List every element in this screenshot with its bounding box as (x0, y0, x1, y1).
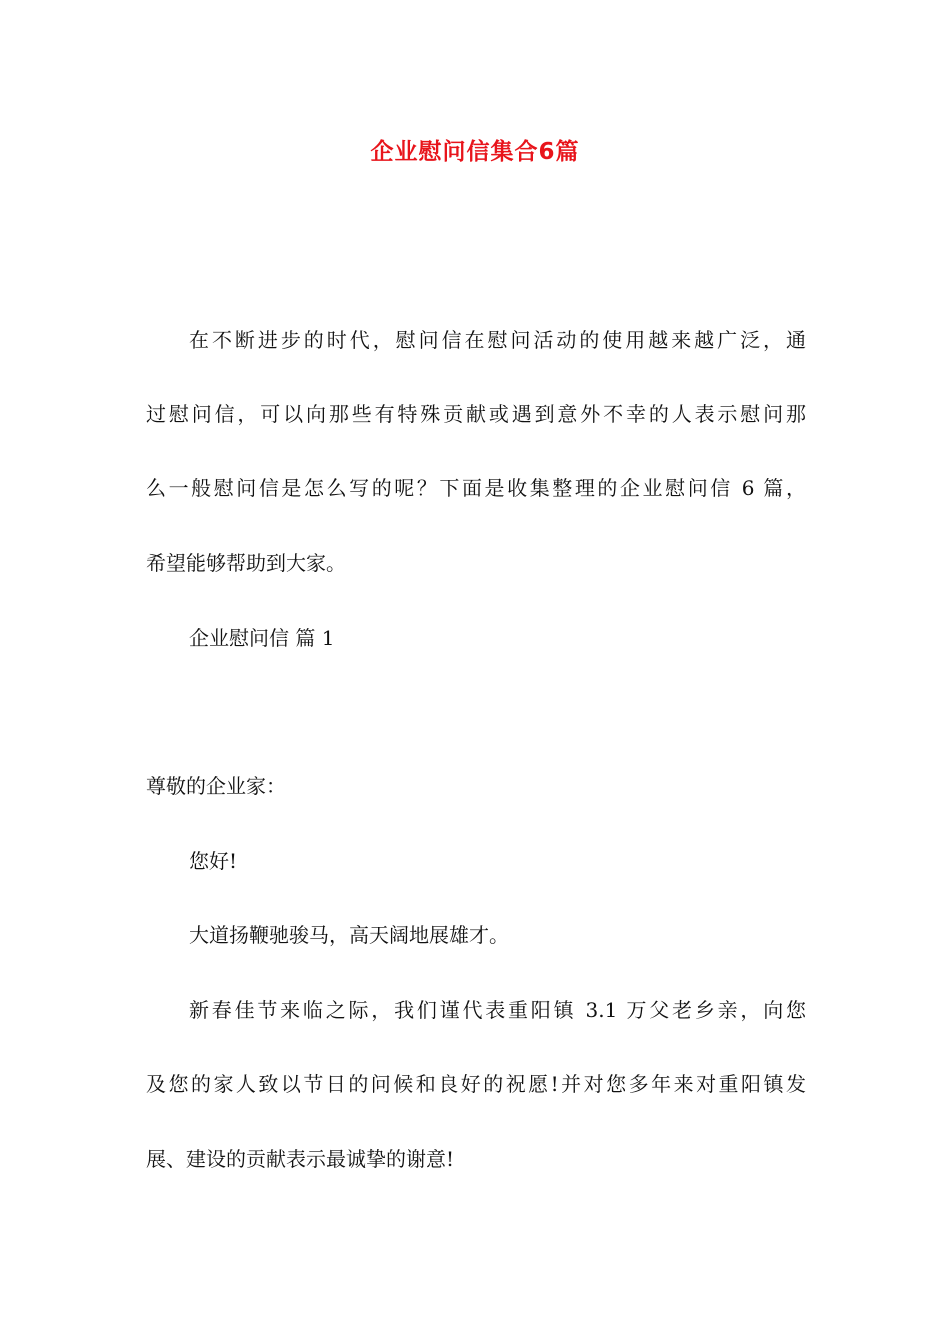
greeting: 您好! (189, 849, 238, 873)
body-line: 展、建设的贡献表示最诚挚的谢意! (146, 1147, 455, 1171)
intro-line: 过慰问信，可以向那些有特殊贡献或遇到意外不幸的人表示慰问那 (146, 402, 806, 426)
intro-line: 么一般慰问信是怎么写的呢？下面是收集整理的企业慰问信 6 篇， (146, 476, 806, 500)
body-line: 新春佳节来临之际，我们谨代表重阳镇 3.1 万父老乡亲，向您 (189, 998, 806, 1022)
salutation: 尊敬的企业家： (146, 774, 286, 798)
document-title: 企业慰问信集合6篇 (370, 139, 580, 165)
intro-line: 在不断进步的时代，慰问信在慰问活动的使用越来越广泛，通 (189, 328, 806, 352)
body-line: 及您的家人致以节日的问候和良好的祝愿!并对您多年来对重阳镇发 (146, 1072, 806, 1096)
section-heading: 企业慰问信 篇 1 (189, 626, 335, 650)
body-paragraph: 大道扬鞭驰骏马，高天阔地展雄才。 (189, 923, 509, 947)
intro-line: 希望能够帮助到大家。 (146, 551, 346, 575)
